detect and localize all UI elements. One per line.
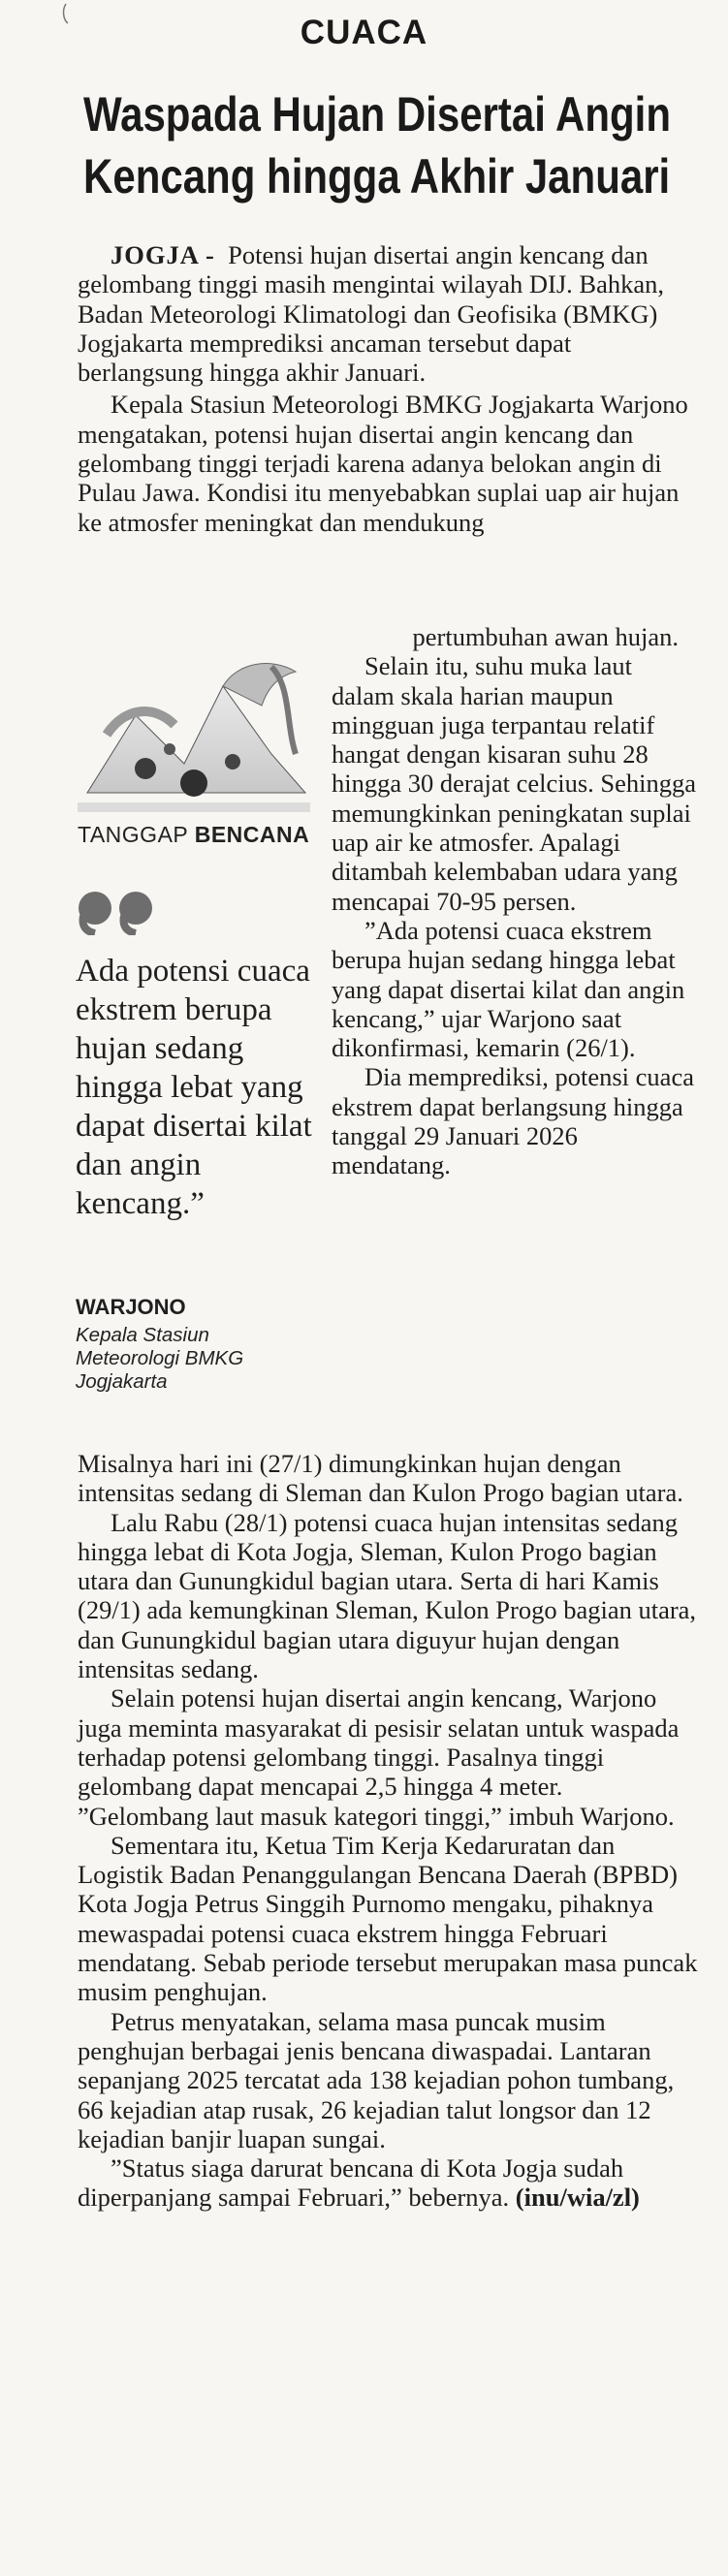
- paragraph-3: Selain itu, suhu muka laut dalam skala harian maupun mingguan juga terpantau relatif hangat dengan kisaran suhu 28 hingga 30 derajat celcius. Sehingga memungkinkan peningkatan suplai uap air ke atmosfer. Apalagi ditambah kelembaban udara yang mencapai 70-95 persen.: [332, 651, 697, 916]
- section-rubric: CUACA: [300, 14, 428, 51]
- paragraph-5-continued: Misalnya hari ini (27/1) dimungkinkan hujan dengan intensitas sedang di Sleman dan Kulon Progo bagian utara.: [78, 1449, 683, 1508]
- paragraph-8: Sementara itu, Ketua Tim Kerja Kedaruratan dan Logistik Badan Penanggulangan Bencana Daerah (BPBD) Kota Jogja Petrus Singgih Purnomo mengaku, pihaknya mewaspadai potensi cuaca ekstrem hingga Februari mendatang. Sebab periode tersebut merupakan masa puncak musim penghujan.: [78, 1830, 698, 2007]
- headline-line-2: Kencang hingga Akhir Januari: [83, 149, 671, 204]
- paragraph-10: ”Status siaga darurat bencana di Kota Jogja sudah diperpanjang sampai Februari,” bebernya. (inu/wia/zl): [78, 2153, 640, 2213]
- quote-attribution-role: Kepala Stasiun Meteorologi BMKG Jogjakarta: [76, 1324, 244, 1393]
- lead-paragraph: JOGJA - Potensi hujan disertai angin kencang dan gelombang tinggi masih mengintai wilayah DIJ. Bahkan, Badan Meteorologi Klimatologi dan Geofisika (BMKG) Jogjakarta memprediksi ancaman tersebut dapat berlangsung hingga akhir Januari.: [78, 240, 664, 388]
- paragraph-4: ”Ada potensi cuaca ekstrem berupa hujan sedang hingga lebat yang dapat disertai kilat dan angin kencang,” ujar Warjono saat dikonfirmasi, kemarin (26/1).: [332, 915, 685, 1063]
- tanggap-bencana-label: TANGGAP BENCANA: [78, 822, 310, 847]
- paragraph-9: Petrus menyatakan, selama masa puncak musim penghujan berbagai jenis bencana diwaspadai. Lantaran sepanjang 2025 tercatat ada 138 kejadian pohon tumbang, 66 kejadian atap rusak, 26 kejadian talut longsor dan 12 kejadian banjir luapan sungai.: [78, 2006, 675, 2153]
- headline-line-1: Waspada Hujan Disertai Angin: [83, 87, 671, 141]
- dateline: JOGJA -: [111, 240, 215, 269]
- paragraph-7: Selain potensi hujan disertai angin kencang, Warjono juga meminta masyarakat di pesisir selatan untuk waspada terhadap potensi gelombang tinggi. Pasalnya tinggi gelombang dapat mencapai 2,5 hingga 4 meter. ”Gelombang laut masuk kategori tinggi,” imbuh Warjono.: [78, 1683, 680, 1831]
- right-column: [332, 622, 698, 1180]
- quote-attribution-name: WARJONO: [76, 1295, 186, 1319]
- disaster-illustration-icon: [78, 647, 310, 812]
- paragraph-6: Lalu Rabu (28/1) potensi cuaca hujan intensitas sedang hingga lebat di Kota Jogja, Sleman, Kulon Progo bagian utara dan Gunungkidul bagian utara. Serta di hari Kamis (29/1) ada kemungkinan Sleman, Kulon Progo bagian utara, dan Gunungkidul bagian utara diguyur hujan dengan intensitas sedang.: [78, 1507, 697, 1684]
- quote-mark-icon: [76, 887, 163, 935]
- article-headline: [83, 83, 671, 207]
- article-intro: [78, 240, 698, 537]
- article-continuation: [78, 1449, 698, 2213]
- paragraph-2-end: pertumbuhan awan hujan.: [412, 622, 679, 651]
- pull-quote: Ada potensi cuaca ekstrem berupa hujan sedang hingga lebat yang dapat disertai kilat dan angin kencang.”: [76, 954, 312, 1221]
- paragraph-2: Kepala Stasiun Meteorologi BMKG Jogjakarta Warjono mengatakan, potensi hujan disertai angin kencang dan gelombang tinggi terjadi karena adanya belokan angin di Pulau Jawa. Kondisi itu menyebabkan suplai uap air hujan ke atmosfer meningkat dan mendukung: [78, 390, 688, 537]
- author-credit: (inu/wia/zl): [515, 2183, 640, 2213]
- paragraph-5: Dia memprediksi, potensi cuaca ekstrem dapat berlangsung hingga tanggal 29 Januari 2026 mendatang.: [332, 1062, 694, 1180]
